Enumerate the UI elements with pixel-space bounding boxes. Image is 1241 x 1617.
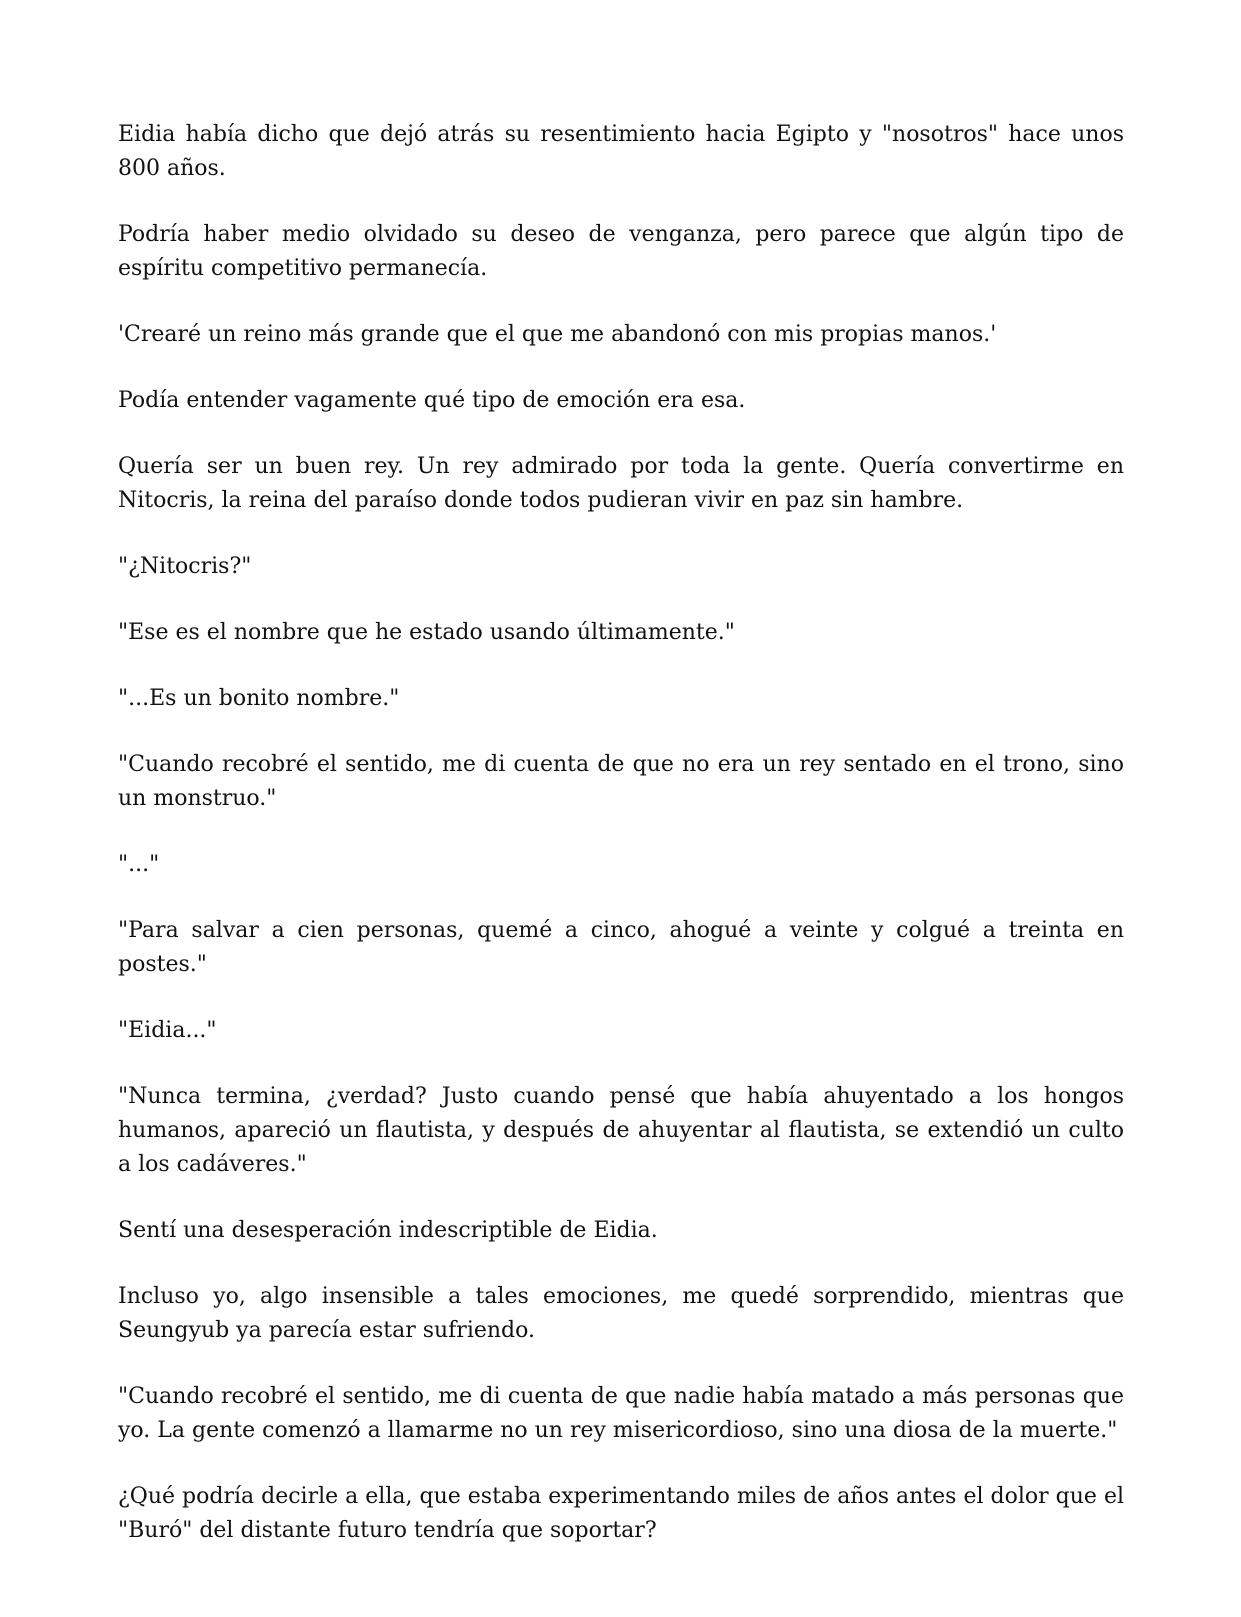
paragraph-6: "¿Nitocris?"	[118, 554, 252, 579]
paragraph-14: Sentí una desesperación indescriptible de Eidia.	[118, 1218, 658, 1243]
paragraph-8: "...Es un bonito nombre."	[118, 686, 400, 711]
paragraph-17: ¿Qué podría decirle a ella, que estaba experimentando miles de años antes el dolor que el "Buró" del distante futuro tendría que soportar?	[118, 1484, 1131, 1543]
paragraph-5: Quería ser un buen rey. Un rey admirado por toda la gente. Quería convertirme en Nitocris, la reina del paraíso donde todos pudieran vivir en paz sin hambre.	[118, 454, 1131, 513]
paragraph-10: "..."	[118, 852, 160, 877]
document-page	[118, 118, 1131, 1580]
paragraph-2: Podría haber medio olvidado su deseo de venganza, pero parece que algún tipo de espíritu competitivo permanecía.	[118, 222, 1131, 281]
paragraph-1: Eidia había dicho que dejó atrás su resentimiento hacia Egipto y "nosotros" hace unos 800 años.	[118, 122, 1131, 181]
paragraph-12: "Eidia..."	[118, 1018, 217, 1043]
paragraph-9: "Cuando recobré el sentido, me di cuenta de que no era un rey sentado en el trono, sino un monstruo."	[118, 752, 1131, 811]
paragraph-7: "Ese es el nombre que he estado usando últimamente."	[118, 620, 735, 645]
paragraph-13: "Nunca termina, ¿verdad? Justo cuando pensé que había ahuyentado a los hongos humanos, apareció un flautista, y después de ahuyentar al flautista, se extendió un culto a los cadáveres."	[118, 1084, 1131, 1177]
paragraph-15: Incluso yo, algo insensible a tales emociones, me quedé sorprendido, mientras que Seungyub ya parecía estar sufriendo.	[118, 1284, 1131, 1343]
paragraph-16: "Cuando recobré el sentido, me di cuenta de que nadie había matado a más personas que yo. La gente comenzó a llamarme no un rey misericordioso, sino una diosa de la muerte."	[118, 1384, 1131, 1443]
paragraph-3: 'Crearé un reino más grande que el que me abandonó con mis propias manos.'	[118, 322, 997, 347]
paragraph-11: "Para salvar a cien personas, quemé a cinco, ahogué a veinte y colgué a treinta en postes."	[118, 918, 1131, 977]
paragraph-4: Podía entender vagamente qué tipo de emoción era esa.	[118, 388, 746, 413]
